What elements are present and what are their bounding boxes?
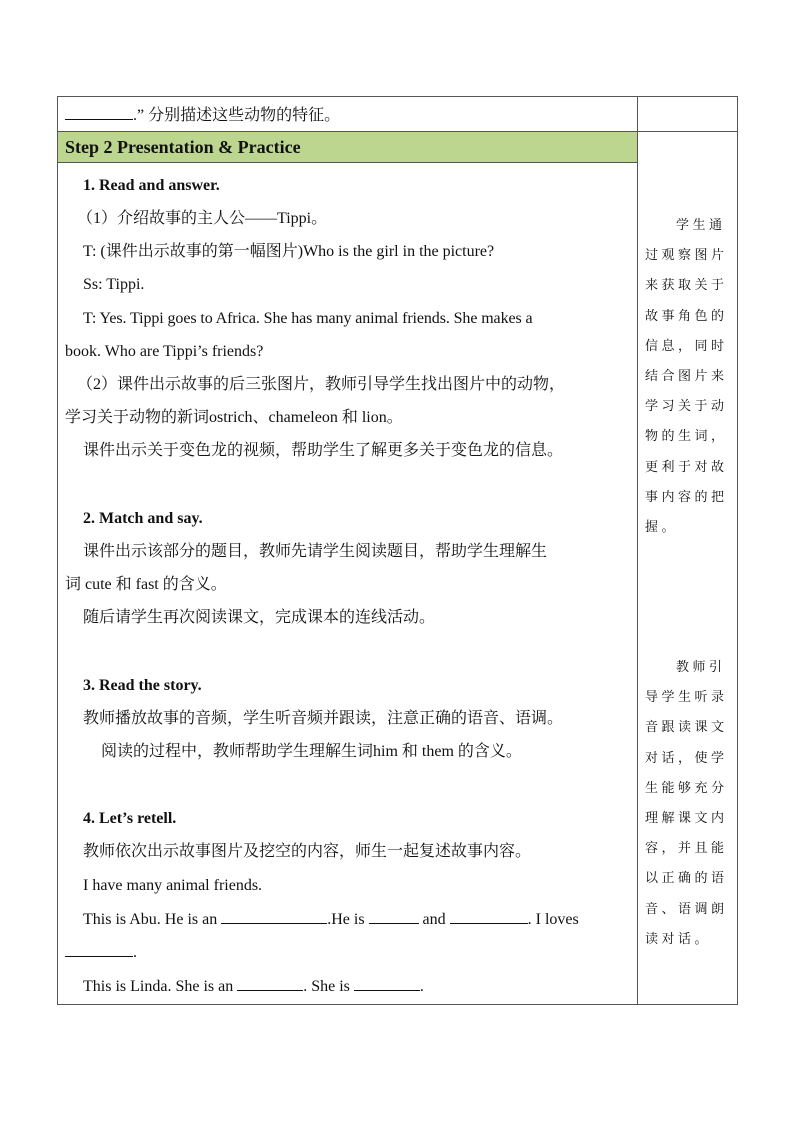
note-line: 信息，同时 <box>645 337 728 353</box>
note-line: 来获取关于 <box>645 277 728 293</box>
note-line: 对话，使学 <box>645 749 728 765</box>
answer-blank <box>237 976 303 991</box>
retell-abu-line-end: . <box>65 942 137 963</box>
step-header <box>58 132 637 163</box>
content-line: T: Yes. Tippi goes to Africa. She has many animal friends. She makes a <box>83 310 533 327</box>
column-divider <box>637 97 638 1004</box>
note-line: 物的生词， <box>645 428 728 444</box>
note-line: 音跟读课文 <box>645 719 728 735</box>
content-line: 学习关于动物的新词ostrich、chameleon 和 lion。 <box>65 409 403 426</box>
section-match-say: 2. Match and say. <box>83 510 203 527</box>
content-line: book. Who are Tippi’s friends? <box>65 343 264 360</box>
note-line: 故事角色的 <box>645 307 728 323</box>
teaching-note-1 <box>645 210 735 542</box>
note-line: 理解课文内 <box>645 810 728 826</box>
content-line: （1）介绍故事的主人公——Tippi。 <box>77 210 328 227</box>
retell-linda-line: This is Linda. She is an . She is . <box>83 978 424 995</box>
note-line: 握。 <box>645 519 679 535</box>
step-title: Step 2 Presentation & Practice <box>65 137 301 157</box>
content-line: Ss: Tippi. <box>83 276 145 293</box>
answer-blank <box>65 942 133 957</box>
content-line: 教师依次出示故事图片及挖空的内容，师生一起复述故事内容。 <box>83 843 532 860</box>
section-retell: 4. Let’s retell. <box>83 810 177 827</box>
note-line: 以正确的语 <box>645 870 728 886</box>
content-line: 阅读的过程中，教师帮助学生理解生词him 和 them 的含义。 <box>101 743 522 760</box>
content-line: （2）课件出示故事的后三张图片，教师引导学生找出图片中的动物， <box>77 376 566 393</box>
content-line: 课件出示关于变色龙的视频，帮助学生了解更多关于变色龙的信息。 <box>83 442 564 459</box>
note-line: 音、语调朗 <box>645 900 728 916</box>
note-line: 事内容的把 <box>645 488 728 504</box>
note-line: 结合图片来 <box>645 368 728 384</box>
content-line: 词 cute 和 fast 的含义。 <box>65 576 227 593</box>
note-line: 读对话。 <box>645 930 712 946</box>
note-line: 导学生听录 <box>645 689 728 705</box>
section-read-story: 3. Read the story. <box>83 677 202 694</box>
answer-blank <box>450 909 528 924</box>
note-line: 容，并且能 <box>645 840 728 856</box>
note-line: 学习关于动 <box>645 398 728 414</box>
content-line: T: (课件出示故事的第一幅图片)Who is the girl in the picture? <box>83 243 495 260</box>
answer-blank <box>221 909 327 924</box>
note-line: 生能够充分 <box>645 779 728 795</box>
answer-blank <box>354 976 420 991</box>
answer-blank <box>65 105 133 120</box>
content-line: 教师播放故事的音频，学生听音频并跟读，注意正确的语音、语调。 <box>83 710 564 727</box>
section-read-answer: 1. Read and answer. <box>83 177 220 194</box>
answer-blank <box>369 909 419 924</box>
note-line: 学生通 <box>676 217 726 232</box>
content-line: 随后请学生再次阅读课文，完成课本的连线活动。 <box>83 609 436 626</box>
note-line: 更利于对故 <box>645 458 728 474</box>
lesson-table <box>57 96 738 1005</box>
retell-abu-line: This is Abu. He is an .He is and . I loves <box>83 911 579 928</box>
teaching-note-2 <box>645 652 735 954</box>
top-row-text: .” 分别描述这些动物的特征。 <box>65 105 340 126</box>
content-line: 课件出示该部分的题目，教师先请学生阅读题目，帮助学生理解生 <box>83 543 548 560</box>
content-line: I have many animal friends. <box>83 877 263 894</box>
note-line: 教师引 <box>676 659 726 674</box>
note-line: 过观察图片 <box>645 247 728 263</box>
